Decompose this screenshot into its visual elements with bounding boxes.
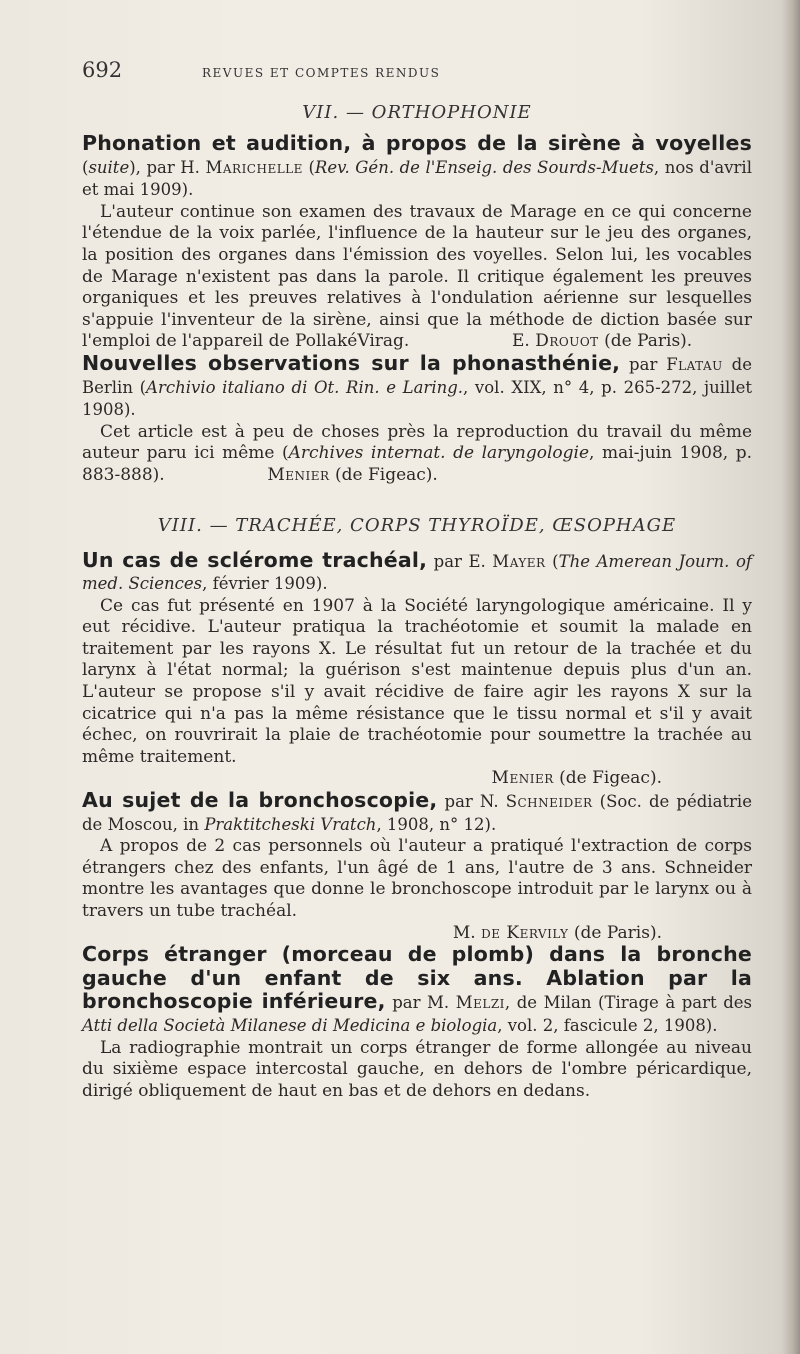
journal-name: The Amerean Journ. of med. Sciences: [82, 551, 753, 594]
journal-name: Archivio italiano di Ot. Rin. e Laring.: [146, 377, 464, 397]
article-body: La radiographie montrait un corps étranger de forme allongée au niveau du sixième espace intercostal gauche, en dehors de l'ombre péricardique, dirigé obliquement de haut en bas et de dehors en dedans.: [82, 1037, 752, 1101]
article-title: Nouvelles observations sur la phonasthénie,: [82, 350, 621, 375]
article-citation: Au sujet de la bronchoscopie, par N. Schneider (Soc. de pédiatrie de Moscou, in Praktitcheski Vratch, 1908, n° 12).: [82, 788, 752, 834]
article-phonation: [82, 133, 752, 353]
article-body: A propos de 2 cas personnels où l'auteur a pratiqué l'extraction de corps étrangers chez des enfants, l'un âgé de 1 ans, l'autre de 3 ans. Schneider montre les avantages que donne le bronchoscope introduit par le larynx ou à travers un tube trachéal.: [82, 836, 752, 921]
page-header: [82, 58, 752, 88]
article-body: Ce cas fut présenté en 1907 à la Société laryngologique américaine. Il y eut récidive. L'auteur pratiqua la trachéotomie et soumit la malade en traitement par les rayons X. Le résultat fut un retour de la trachée et du larynx à l'état normal; la guérison s'est maintenue depuis plus d'un an. L'auteur se propose s'il y avait récidive de faire agir les rayons X sur la cicatrice qui n'a pas la même résistance que le tissu normal et s'il y avait échec, on rouvrirait la plaie de trachéotomie pour soumettre la trachée au même traitement.: [82, 595, 752, 767]
journal-name: Atti della Società Milanese di Medicina e biologia: [82, 1015, 498, 1035]
article-bronchoscopie: [82, 790, 752, 944]
section-heading-orthophonie: VII. — ORTHOPHONIE: [302, 102, 532, 123]
article-citation: Nouvelles observations sur la phonasthénie, par Flatau de Berlin (Archivio italiano di Ot. Rin. e Laring., vol. XIX, n° 4, p. 265-272, juillet 1908).: [82, 350, 753, 420]
page-number: 692: [82, 58, 123, 82]
author-name: Mayer: [492, 551, 546, 571]
reviewer-signature: M. de Kervily (de Paris).: [452, 922, 662, 943]
page-edge-shadow: [782, 0, 800, 1354]
reviewer-signature: Menier (de Figeac).: [491, 768, 662, 789]
reviewer-signature: Menier (de Figeac).: [267, 464, 438, 485]
article-citation: Un cas de sclérome trachéal, par E. Mayer (The Amerean Journ. of med. Sciences, février 1909).: [82, 547, 753, 594]
article-body: L'auteur continue son examen des travaux de Marage en ce qui concerne l'étendue de la voix parlée, l'influence de la hauteur sur le jeu des organes, la position des organes dans l'émission des voyelles. Selon lui, les vocables de Marage n'existent pas dans la parole. Il critique également les preuves organiques et les preuves relatives à l'ondulation aérienne sur lesquelles s'appuie l'inventeur de la sirène, ainsi que la méthode de diction basée sur l'emploi de l'appareil de PollakéVirag. E. Drouot (de Paris).: [82, 201, 752, 352]
author-name: Marichelle: [205, 157, 303, 177]
author-name: Flatau: [666, 354, 723, 374]
article-citation: Corps étranger (morceau de plomb) dans la bronche gauche d'un enfant de six ans. Ablation par la bronchoscopie inférieure, par M. Melzi, de Milan (Tirage à part des Atti della Società Milanese di Medicina e biologia, vol. 2, fascicule 2, 1908).: [82, 942, 752, 1035]
author-name: Melzi: [455, 993, 505, 1013]
page-content: [82, 58, 752, 1102]
article-phonasthenie: [82, 350, 753, 487]
section-heading-trachee: VIII. — TRACHÉE, CORPS THYROÏDE, ŒSOPHAGE: [157, 514, 677, 536]
article-title: Phonation et audition, à propos de la sirène à voyelles: [82, 131, 752, 155]
journal-name: Rev. Gén. de l'Enseig. des Sourds-Muets: [314, 157, 654, 177]
article-citation: Phonation et audition, à propos de la sirène à voyelles (suite), par H. Marichelle (Rev. Gén. de l'Enseig. des Sourds-Muets, nos d'avril et mai 1909).: [82, 131, 752, 200]
author-name: Schneider: [505, 792, 593, 812]
running-head: REVUES ET COMPTES RENDUS: [202, 66, 441, 80]
article-body: Cet article est à peu de choses près la reproduction du travail du même auteur paru ici même (Archives internat. de laryngologie, mai-juin 1908, p. 883-888). Menier (de Figeac).: [82, 421, 752, 485]
reviewer-signature: E. Drouot (de Paris).: [512, 331, 693, 352]
article-title: Corps étranger (morceau de plomb) dans la bronche gauche d'un enfant de six ans. Ablation par la bronchoscopie inférieure,: [82, 942, 752, 1014]
article-corps-etranger: [82, 944, 752, 1102]
article-title: Au sujet de la bronchoscopie,: [82, 788, 438, 813]
article-sclerome: [82, 547, 753, 791]
article-title: Un cas de sclérome trachéal,: [82, 547, 428, 572]
journal-name: Praktitcheski Vratch: [204, 814, 377, 834]
